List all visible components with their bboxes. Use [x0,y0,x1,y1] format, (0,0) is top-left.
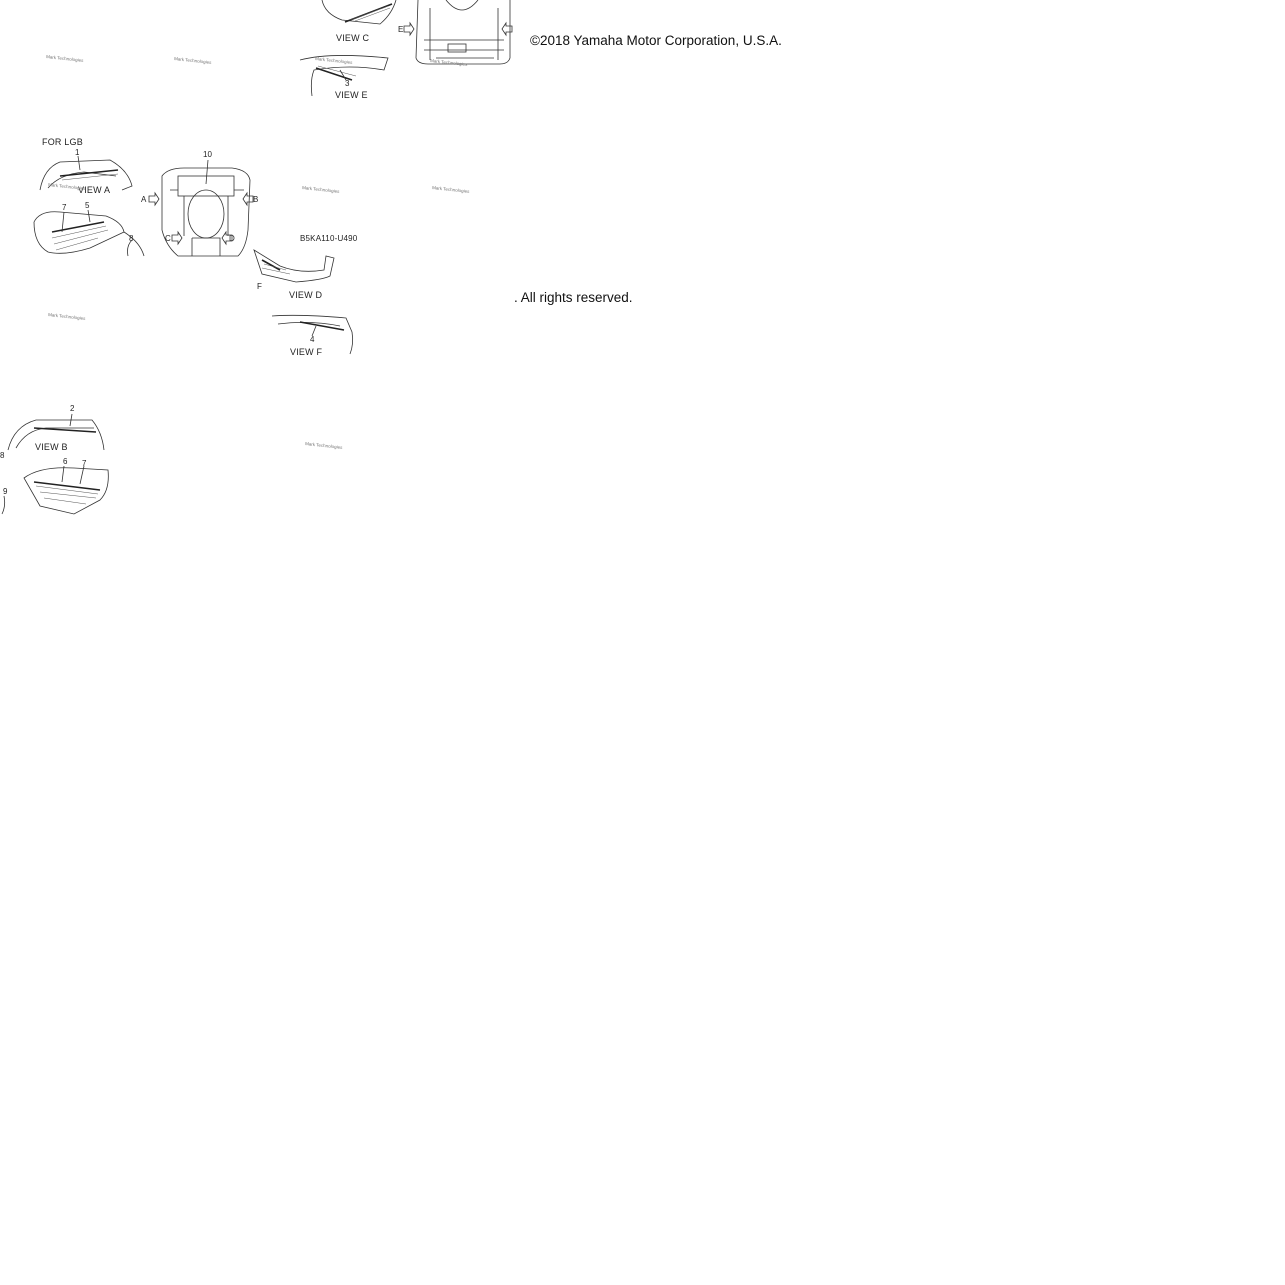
view-f-label: VIEW F [290,347,323,357]
watermark: Mark Technologies [314,56,353,65]
callout-8-edge: 8 [0,451,5,460]
rights-reserved-line: . All rights reserved. [514,290,633,305]
watermark: Mark Technologies [301,185,340,194]
watermark: Mark Technologies [173,56,212,65]
arrow-f-letter: F [257,282,262,291]
view-b-label: VIEW B [35,442,68,452]
part-code: B5KA110-U490 [300,234,358,243]
view-d-drawing [254,250,334,282]
view-arrows [149,23,512,244]
watermark: Mark Technologies [47,182,86,191]
arrow-b-letter: B [253,195,259,204]
callout-8: 8 [129,234,134,243]
arrow-e-letter: E [398,25,404,34]
vehicle-rear-drawing [416,0,510,64]
lower-side-panel-drawing [2,466,108,514]
watermark: Mark Technologies [429,58,468,67]
callout-7-upper: 7 [62,203,67,212]
watermark: Mark Technologies [304,441,343,450]
callout-1: 1 [75,148,80,157]
view-d-label: VIEW D [289,290,323,300]
watermark: Mark Technologies [45,54,84,63]
vehicle-top-drawing [162,160,250,256]
callout-7-lower: 7 [82,459,87,468]
callout-5: 5 [85,201,90,210]
watermark: Mark Technologies [431,185,470,194]
view-e-label: VIEW E [335,90,368,100]
arrow-c-letter: C [165,234,171,243]
model-label: FOR LGB [42,137,83,147]
watermark: Mark Technologies [47,312,86,321]
view-a-label: VIEW A [78,185,111,195]
callout-2: 2 [70,404,75,413]
callout-6: 6 [63,457,68,466]
arrow-a-letter: A [141,195,147,204]
callout-9: 9 [3,487,8,496]
view-c-drawing [322,0,396,24]
arrow-d-letter: D [229,234,235,243]
callout-10: 10 [203,150,212,159]
copyright-line: ©2018 Yamaha Motor Corporation, U.S.A. [530,33,782,48]
callout-4: 4 [310,335,315,344]
side-panel-drawing [34,210,144,256]
view-c-label: VIEW C [336,33,370,43]
callout-3: 3 [345,79,350,88]
